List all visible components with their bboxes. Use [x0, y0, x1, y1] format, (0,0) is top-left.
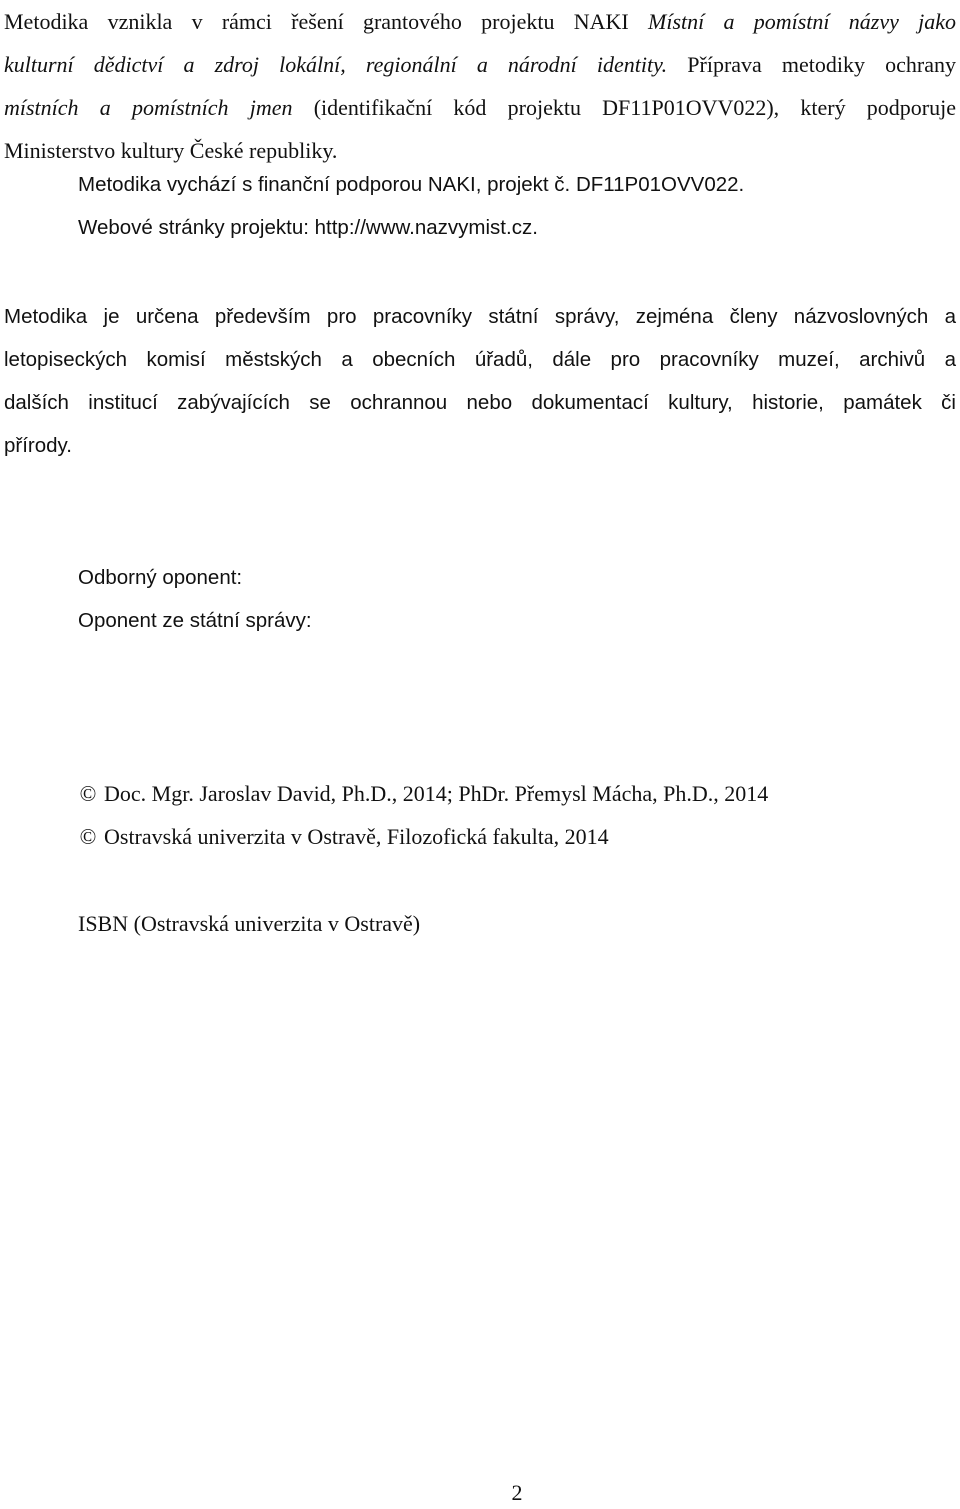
purpose-line: Metodika je určena především pro pracovníky státní správy, zejména členy názvoslovných a: [4, 305, 956, 328]
copyright-icon: ©: [79, 824, 97, 849]
authors-copyright-text: Doc. Mgr. Jaroslav David, Ph.D., 2014; PhDr. Přemysl Mácha, Ph.D., 2014: [104, 781, 769, 806]
intro-line-3-text: (identifikační kód projektu DF11P01OVV022), který podporuje: [292, 95, 957, 120]
project-website: Webové stránky projektu: http://www.nazvymist.cz.: [78, 216, 538, 239]
project-title-part-1: Místní a pomístní názvy jako: [648, 9, 956, 34]
page-number: 2: [511, 1480, 523, 1505]
intro-line-1-text: Metodika vznikla v rámci řešení grantového projektu NAKI: [4, 9, 648, 34]
intro-line-3: [4, 86, 956, 129]
publisher-copyright-text: Ostravská univerzita v Ostravě, Filozofická fakulta, 2014: [104, 824, 609, 849]
reviewers-section: [78, 556, 778, 642]
copyright-icon: ©: [79, 781, 97, 806]
methodology-title: místních a pomístních jmen: [4, 95, 293, 120]
funding-note: Metodika vychází s finanční podporou NAKI, projekt č. DF11P01OVV022.: [78, 173, 745, 196]
intro-line-2-text: Příprava metodiky ochrany: [667, 52, 956, 77]
intro-line-1: [4, 0, 956, 43]
professional-opponent-label: Odborný oponent:: [78, 566, 243, 589]
copyright-section: [78, 772, 938, 858]
intro-section: [4, 0, 956, 172]
funding-section: [4, 163, 956, 249]
state-administration-opponent-label: Oponent ze státní správy:: [78, 609, 312, 632]
intro-line-2: [4, 43, 956, 86]
purpose-line: letopiseckých komisí městských a obecních úřadů, dále pro pracovníky muzeí, archivů a: [4, 348, 956, 371]
publisher-copyright: [78, 815, 938, 858]
purpose-section: [4, 295, 956, 467]
project-title-part-2: kulturní dědictví a zdroj lokální, regionální a národní identity.: [4, 52, 668, 77]
authors-copyright: [78, 772, 938, 815]
purpose-line: přírody.: [4, 434, 72, 457]
isbn-line: ISBN (Ostravská univerzita v Ostravě): [78, 911, 421, 936]
purpose-line: dalších institucí zabývajících se ochrannou nebo dokumentací kultury, historie, památek či: [4, 391, 956, 414]
intro-line-4: Ministerstvo kultury České republiky.: [4, 138, 338, 163]
